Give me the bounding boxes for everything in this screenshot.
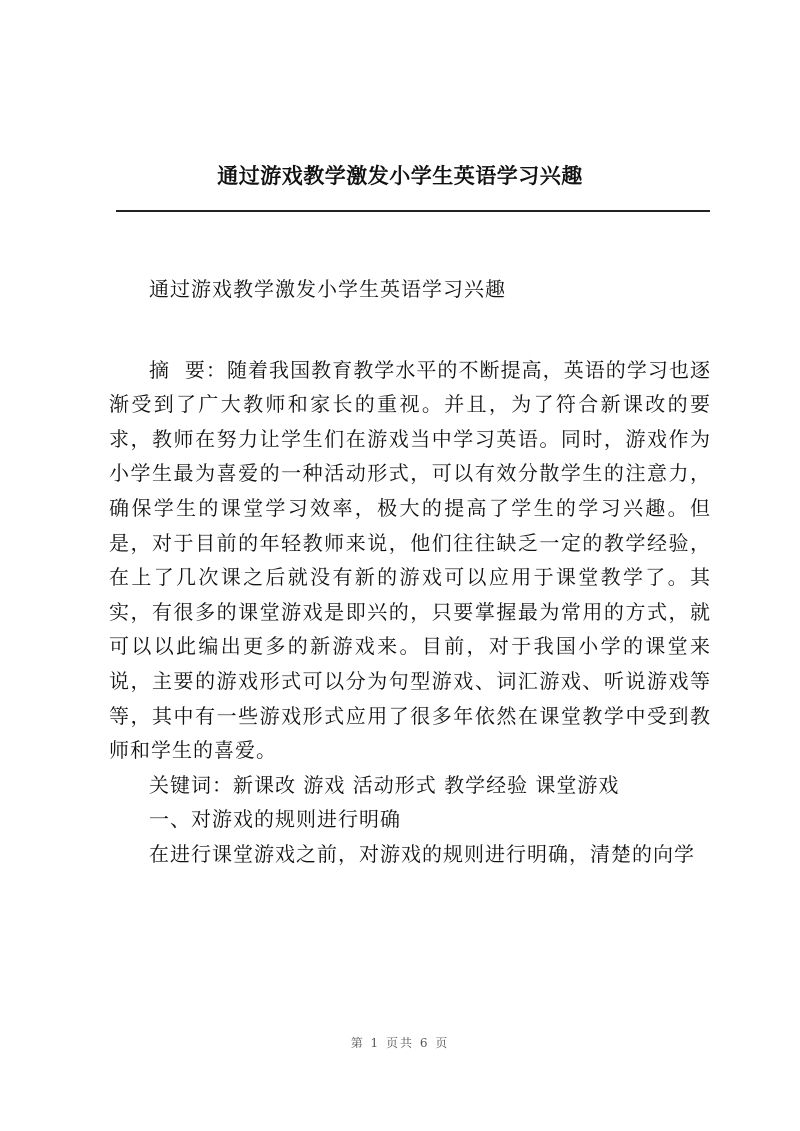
section-heading: 一、对游戏的规则进行明确 xyxy=(149,807,401,832)
header-title: 通过游戏教学激发小学生英语学习兴趣 xyxy=(217,163,583,188)
section-paragraph: 在进行课堂游戏之前，对游戏的规则进行明确，清楚的向学 xyxy=(149,841,695,866)
page-footer: 第 1 页共 6 页 xyxy=(350,1036,450,1050)
document-title: 通过游戏教学激发小学生英语学习兴趣 xyxy=(149,277,506,301)
header-divider xyxy=(116,210,710,212)
document-body xyxy=(109,272,711,872)
keywords-line: 关键词：新课改 游戏 活动形式 教学经验 课堂游戏 xyxy=(149,772,620,797)
abstract-paragraph: 摘 要：随着我国教育教学水平的不断提高，英语的学习也逐渐受到了广大教师和家长的重视。并且，为了符合新课改的要求，教师在努力让学生们在游戏当中学习英语。同时，游戏作为小学生最为喜爱的一种活动形式，可以有效分散学生的注意力，确保学生的课堂学习效率，极大的提高了学生的学习兴趣。但是，对于目前的年轻教师来说，他们往往缺乏一定的教学经验，在上了几次课之后就没有新的游戏可以应用于课堂教学了。其实，有很多的课堂游戏是即兴的，只要掌握最为常用的方式，就可以以此编出更多的新游戏来。目前，对于我国小学的课堂来说，主要的游戏形式可以分为句型游戏、词汇游戏、听说游戏等等，其中有一些游戏形式应用了很多年依然在课堂教学中受到教师和学生的喜爱。 xyxy=(109,357,711,763)
